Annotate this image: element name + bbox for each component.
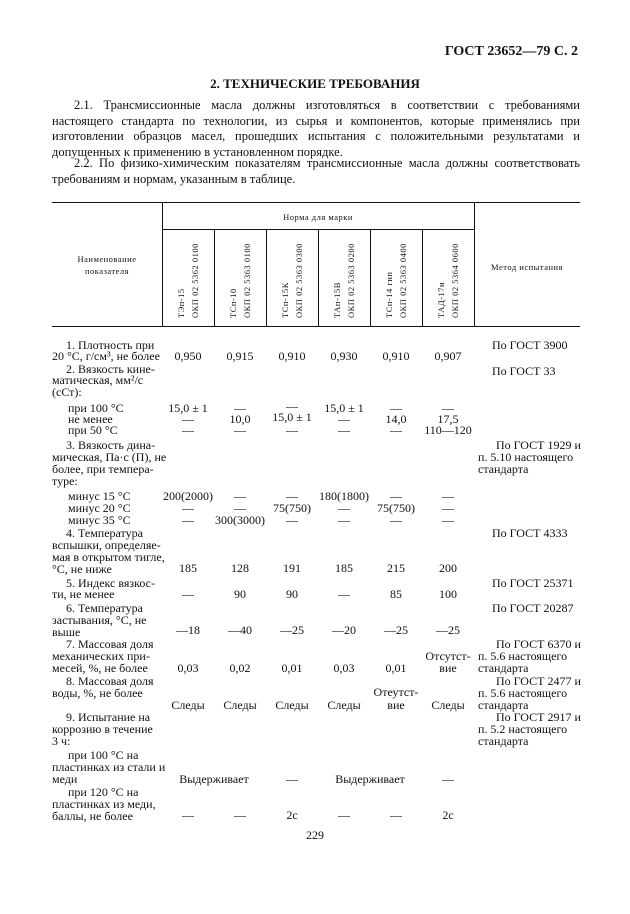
row-label: 3 ч: — [52, 734, 71, 748]
row-label: матическая, мм²/с — [52, 373, 144, 387]
test-method: По ГОСТ 4333 — [492, 526, 568, 540]
norm-value: — — [390, 513, 402, 527]
norm-value: 180(1800) — [319, 489, 369, 503]
norm-value: Отсутст- — [425, 649, 471, 663]
brand-name: ТСп-15К — [280, 282, 290, 318]
norm-value: — — [338, 412, 350, 426]
brand-okp: ОКП 02 5363 0100 — [242, 243, 252, 318]
row-label: коррозию в течение — [52, 722, 153, 736]
norm-value: 15,0 ± 1 — [168, 401, 208, 415]
row-label: 7. Массовая доля — [66, 637, 154, 651]
indicator-header-line: показателя — [84, 266, 130, 276]
norm-value: — — [182, 587, 194, 601]
norm-value: 10,0 — [229, 412, 251, 426]
norm-value: Следы — [275, 698, 309, 712]
row-label: ти, не менее — [52, 587, 115, 601]
norm-value: 128 — [231, 561, 249, 575]
norm-value: 300(3000) — [215, 513, 265, 527]
norm-value: 0,915 — [226, 349, 254, 363]
norm-value: — — [338, 501, 350, 515]
norm-value: 191 — [283, 561, 301, 575]
row-label: мическая, Па·с (П), не — [52, 450, 167, 464]
norm-value: 0,03 — [333, 661, 355, 675]
brand-okp: ОКП 02 5363 0400 — [398, 243, 408, 318]
norm-value: 0,950 — [174, 349, 202, 363]
norm-value: Следы — [171, 698, 205, 712]
norm-value: — — [234, 489, 246, 503]
brand-name: ТЭп-15 — [176, 288, 186, 318]
norm-value: — — [286, 772, 298, 786]
row-label: 9. Испытание на — [66, 710, 151, 724]
row-label: (сСт): — [52, 385, 82, 399]
norm-value: — — [442, 501, 454, 515]
test-method: По ГОСТ 20287 — [492, 601, 574, 615]
test-method: п. 5.2 настоящего — [478, 722, 568, 736]
norm-value: 2с — [286, 808, 298, 822]
norm-value: Следы — [223, 698, 257, 712]
row-label: 6. Температура — [66, 601, 143, 615]
row-sublabel: пластинках из стали и — [52, 760, 166, 774]
norm-value: 75(750) — [377, 501, 415, 515]
row-label: вспышки, определяе- — [52, 538, 161, 552]
col-divider — [422, 229, 423, 326]
row-label: туре: — [52, 474, 78, 488]
norm-value: 200 — [439, 561, 457, 575]
norm-value: Следы — [327, 698, 361, 712]
standard-reference: ГОСТ 23652—79 С. 2 — [444, 44, 578, 59]
norm-value-span: Выдерживает — [179, 772, 249, 786]
norm-value: — — [338, 423, 350, 437]
test-method: п. 5.6 настоящего — [478, 649, 568, 663]
test-method: По ГОСТ 25371 — [492, 576, 574, 590]
row-sublabel: пластинках из меди, — [52, 797, 156, 811]
row-label: 2. Вязкость кине- — [66, 362, 155, 376]
brand-name: ТСп-10 — [228, 288, 238, 318]
test-method: По ГОСТ 33 — [492, 364, 556, 378]
norm-value: — — [286, 513, 298, 527]
norm-value: —25 — [436, 623, 460, 637]
norm-value: 85 — [390, 587, 402, 601]
norm-value: 2с — [442, 808, 454, 822]
page-number: 229 — [306, 828, 324, 842]
row-sublabel: минус 15 °С — [68, 489, 131, 503]
row-sublabel: меди — [52, 772, 78, 786]
test-method: По ГОСТ 2917 и — [496, 710, 581, 724]
norm-value-span: Выдерживает — [335, 772, 405, 786]
col-divider — [318, 229, 319, 326]
norm-value: 100 — [439, 587, 457, 601]
norm-value: вие — [439, 661, 457, 675]
table-top-rule — [52, 202, 580, 203]
row-sublabel: баллы, не более — [52, 809, 133, 823]
test-method: стандарта — [478, 734, 529, 748]
row-sublabel: при 100 °С — [68, 401, 124, 415]
row-sublabel: минус 20 °С — [68, 501, 131, 515]
test-method: стандарта — [478, 661, 529, 675]
norm-value: 0,03 — [177, 661, 199, 675]
brand-okp: ОКП 02 5362 0100 — [190, 243, 200, 318]
norm-value: 17,5 — [437, 412, 459, 426]
row-label: °С, не ниже — [52, 562, 112, 576]
test-method: По ГОСТ 3900 — [492, 338, 568, 352]
test-method: п. 5.6 настоящего — [478, 686, 568, 700]
paragraph-2-1: 2.1. Трансмиссионные масла должны изготовляться в соответствии с требованиями настоящего стандарта по технологии, из сырья и компонентов, которые применялись при изготовлении образцов масел, прошедших испытания с положительными результатами и допущенных к применению в установленном порядке. — [52, 98, 580, 159]
norm-value: — — [182, 513, 194, 527]
row-label: 5. Индекс вязкос- — [66, 576, 155, 590]
norm-value: —20 — [332, 623, 356, 637]
test-method: По ГОСТ 6370 и — [496, 637, 581, 651]
row-label: застывания, °С, не — [52, 613, 147, 627]
row-sublabel: при 100 °С на — [68, 748, 139, 762]
row-label: месей, %, не более — [52, 661, 148, 675]
norm-value: — — [390, 423, 402, 437]
norm-value: — — [182, 412, 194, 426]
norm-value: 90 — [286, 587, 298, 601]
table-header-rule — [52, 326, 580, 327]
norm-value: — — [182, 423, 194, 437]
row-label: более, при темпера- — [52, 462, 154, 476]
norm-value: — — [234, 401, 246, 415]
row-sublabel: минус 35 °С — [68, 513, 131, 527]
brand-name: ТАп-15В — [332, 282, 342, 318]
norm-value: — — [442, 401, 454, 415]
test-method: По ГОСТ 1929 и — [496, 438, 581, 452]
norm-value: —40 — [228, 623, 252, 637]
norm-value: 110—120 — [424, 423, 472, 437]
norm-value: 215 — [387, 561, 405, 575]
test-method: По ГОСТ 2477 и — [496, 674, 581, 688]
norm-value: 90 — [234, 587, 246, 601]
brand-okp: ОКП 02 5363 0300 — [294, 243, 304, 318]
norm-value: — — [338, 808, 350, 822]
norm-value: — — [442, 513, 454, 527]
norm-value: 0,01 — [281, 661, 303, 675]
test-method: стандарта — [478, 462, 529, 476]
row-label: 1. Плотность при — [66, 338, 155, 352]
norm-value: 0,01 — [385, 661, 407, 675]
norm-value: 185 — [335, 561, 353, 575]
col-divider — [214, 229, 215, 326]
norm-value: 15,0 ± 1 — [324, 401, 364, 415]
norm-value: — — [442, 772, 454, 786]
brand-okp: ОКП 02 5364 0600 — [450, 243, 460, 318]
row-sublabel: при 120 °С на — [68, 785, 139, 799]
section-title: 2. ТЕХНИЧЕСКИЕ ТРЕБОВАНИЯ — [210, 76, 420, 91]
norm-value: — — [286, 423, 298, 437]
norm-value: Отеутст- — [373, 685, 419, 699]
indicator-header-line: Наименование — [77, 254, 137, 264]
row-sublabel: не менее — [68, 412, 113, 426]
norm-value: 185 — [179, 561, 197, 575]
norm-value: 0,930 — [330, 349, 358, 363]
brand-okp: ОКП 02 5363 0200 — [346, 243, 356, 318]
col-divider — [370, 229, 371, 326]
norm-value: 75(750) — [273, 501, 311, 515]
norm-value: — — [286, 489, 298, 503]
norm-value: вие — [387, 698, 405, 712]
norm-value: — — [442, 489, 454, 503]
norm-value: 15,0 ± 1 — [272, 410, 312, 424]
row-label: 20 °С, г/см³, не более — [52, 349, 160, 363]
norm-value: —25 — [280, 623, 304, 637]
brand-name: ТАД-17и — [436, 281, 446, 318]
norm-header: Норма для марки — [283, 212, 353, 222]
norm-value: — — [390, 401, 402, 415]
norm-value: 0,910 — [382, 349, 410, 363]
norm-value: —18 — [176, 623, 200, 637]
norm-value: — — [286, 399, 298, 413]
col-divider — [266, 229, 267, 326]
row-label: мая в открытом тигле, — [52, 550, 165, 564]
norm-value: 0,02 — [229, 661, 251, 675]
norm-value: 14,0 — [385, 412, 407, 426]
row-label: выше — [52, 625, 81, 639]
row-label: 8. Массовая доля — [66, 674, 154, 688]
norm-value: — — [182, 501, 194, 515]
row-label: 3. Вязкость дина- — [66, 438, 156, 452]
norm-value: 200(2000) — [163, 489, 213, 503]
norm-value: — — [390, 489, 402, 503]
test-method: стандарта — [478, 698, 529, 712]
row-label: механических при- — [52, 649, 150, 663]
norm-value: — — [234, 423, 246, 437]
norm-value: — — [234, 808, 246, 822]
paragraph-2-2: 2.2. По физико-химическим показателям трансмиссионные масла должны соответствовать требованиям и нормам, указанным в таблице. — [52, 156, 580, 186]
norm-value: — — [182, 808, 194, 822]
norm-value: — — [338, 587, 350, 601]
method-header: Метод испытания — [491, 262, 563, 272]
norm-value: —25 — [384, 623, 408, 637]
norm-value: — — [338, 513, 350, 527]
row-sublabel: при 50 °С — [68, 423, 118, 437]
norm-value: 0,910 — [278, 349, 306, 363]
norm-value: — — [234, 501, 246, 515]
row-label: воды, %, не более — [52, 686, 143, 700]
norm-value: 0,907 — [434, 349, 462, 363]
norm-value: — — [390, 808, 402, 822]
test-method: п. 5.10 настоящего — [478, 450, 574, 464]
norm-value: Следы — [431, 698, 465, 712]
row-label: 4. Температура — [66, 526, 143, 540]
brand-name: ТСп-14 гип — [384, 271, 394, 318]
